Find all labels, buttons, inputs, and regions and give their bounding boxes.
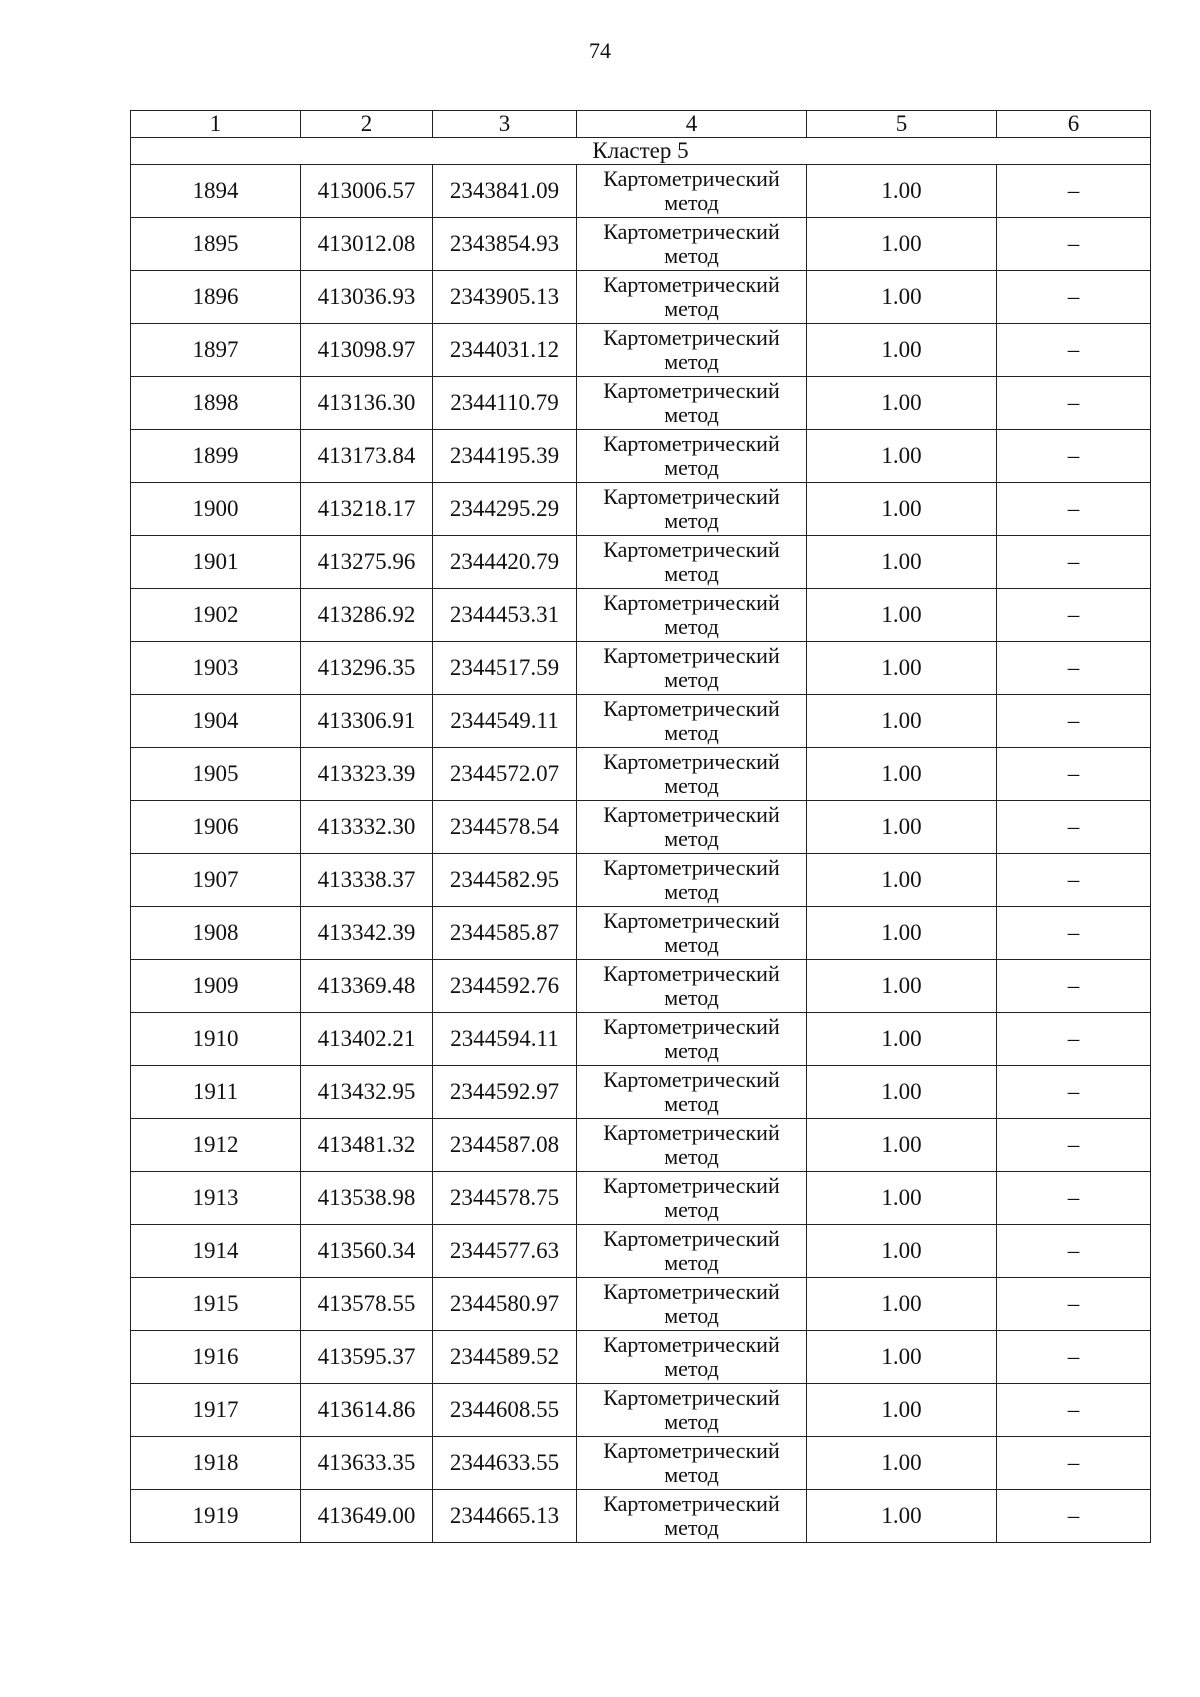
method-line1: Картометрический (603, 166, 780, 191)
accuracy-cell: 1.00 (807, 642, 997, 695)
table-row (131, 854, 1151, 907)
method-line2: метод (664, 455, 719, 480)
table-row (131, 589, 1151, 642)
x-coordinate-cell: 413560.34 (301, 1225, 433, 1278)
table-row (131, 1225, 1151, 1278)
method-line2: метод (664, 349, 719, 374)
method-line2: метод (664, 190, 719, 215)
point-number-cell: 1899 (131, 430, 301, 483)
method-cell (577, 536, 807, 589)
coordinates-table (130, 110, 1151, 1543)
y-coordinate-cell: 2343854.93 (433, 218, 577, 271)
y-coordinate-cell: 2344517.59 (433, 642, 577, 695)
method-line1: Картометрический (603, 1014, 780, 1039)
method-line2: метод (664, 1091, 719, 1116)
note-cell: – (997, 695, 1151, 748)
accuracy-cell: 1.00 (807, 960, 997, 1013)
method-line2: метод (664, 985, 719, 1010)
point-number-cell: 1907 (131, 854, 301, 907)
note-cell: – (997, 960, 1151, 1013)
method-line1: Картометрический (603, 1067, 780, 1092)
column-header: 3 (433, 111, 577, 138)
y-coordinate-cell: 2344577.63 (433, 1225, 577, 1278)
y-coordinate-cell: 2344031.12 (433, 324, 577, 377)
method-line2: метод (664, 1197, 719, 1222)
method-line1: Картометрический (603, 272, 780, 297)
note-cell: – (997, 430, 1151, 483)
table-row (131, 483, 1151, 536)
note-cell: – (997, 1490, 1151, 1543)
method-cell (577, 271, 807, 324)
method-cell (577, 1278, 807, 1331)
method-line1: Картометрический (603, 1226, 780, 1251)
y-coordinate-cell: 2344582.95 (433, 854, 577, 907)
method-line2: метод (664, 402, 719, 427)
method-cell (577, 960, 807, 1013)
method-cell (577, 324, 807, 377)
x-coordinate-cell: 413136.30 (301, 377, 433, 430)
y-coordinate-cell: 2344453.31 (433, 589, 577, 642)
x-coordinate-cell: 413036.93 (301, 271, 433, 324)
column-header: 5 (807, 111, 997, 138)
method-line1: Картометрический (603, 378, 780, 403)
method-line1: Картометрический (603, 1385, 780, 1410)
note-cell: – (997, 271, 1151, 324)
column-header: 1 (131, 111, 301, 138)
accuracy-cell: 1.00 (807, 589, 997, 642)
method-line1: Картометрический (603, 1120, 780, 1145)
accuracy-cell: 1.00 (807, 1225, 997, 1278)
accuracy-cell: 1.00 (807, 218, 997, 271)
note-cell: – (997, 1384, 1151, 1437)
accuracy-cell: 1.00 (807, 324, 997, 377)
x-coordinate-cell: 413432.95 (301, 1066, 433, 1119)
accuracy-cell: 1.00 (807, 695, 997, 748)
cluster-title: Кластер 5 (131, 138, 1151, 165)
point-number-cell: 1917 (131, 1384, 301, 1437)
method-cell (577, 854, 807, 907)
method-line2: метод (664, 614, 719, 639)
y-coordinate-cell: 2344608.55 (433, 1384, 577, 1437)
method-line2: метод (664, 932, 719, 957)
accuracy-cell: 1.00 (807, 165, 997, 218)
x-coordinate-cell: 413012.08 (301, 218, 433, 271)
method-cell (577, 1066, 807, 1119)
method-line1: Картометрический (603, 749, 780, 774)
column-header: 6 (997, 111, 1151, 138)
method-cell (577, 589, 807, 642)
x-coordinate-cell: 413649.00 (301, 1490, 433, 1543)
x-coordinate-cell: 413275.96 (301, 536, 433, 589)
method-cell (577, 1119, 807, 1172)
point-number-cell: 1896 (131, 271, 301, 324)
table-row (131, 324, 1151, 377)
note-cell: – (997, 1119, 1151, 1172)
point-number-cell: 1906 (131, 801, 301, 854)
accuracy-cell: 1.00 (807, 907, 997, 960)
x-coordinate-cell: 413538.98 (301, 1172, 433, 1225)
table-row (131, 430, 1151, 483)
method-line2: метод (664, 826, 719, 851)
table-row (131, 801, 1151, 854)
note-cell: – (997, 324, 1151, 377)
method-line2: метод (664, 296, 719, 321)
y-coordinate-cell: 2344585.87 (433, 907, 577, 960)
column-header: 4 (577, 111, 807, 138)
method-line1: Картометрический (603, 908, 780, 933)
y-coordinate-cell: 2344592.97 (433, 1066, 577, 1119)
accuracy-cell: 1.00 (807, 1013, 997, 1066)
x-coordinate-cell: 413402.21 (301, 1013, 433, 1066)
note-cell: – (997, 801, 1151, 854)
method-cell (577, 1172, 807, 1225)
x-coordinate-cell: 413578.55 (301, 1278, 433, 1331)
method-cell (577, 1331, 807, 1384)
method-cell (577, 377, 807, 430)
method-cell (577, 801, 807, 854)
method-line1: Картометрический (603, 1332, 780, 1357)
note-cell: – (997, 483, 1151, 536)
accuracy-cell: 1.00 (807, 483, 997, 536)
table-row (131, 218, 1151, 271)
method-line1: Картометрический (603, 643, 780, 668)
x-coordinate-cell: 413614.86 (301, 1384, 433, 1437)
x-coordinate-cell: 413323.39 (301, 748, 433, 801)
note-cell: – (997, 642, 1151, 695)
method-line1: Картометрический (603, 431, 780, 456)
note-cell: – (997, 589, 1151, 642)
x-coordinate-cell: 413342.39 (301, 907, 433, 960)
method-line1: Картометрический (603, 1173, 780, 1198)
point-number-cell: 1900 (131, 483, 301, 536)
method-line2: метод (664, 1303, 719, 1328)
accuracy-cell: 1.00 (807, 1331, 997, 1384)
y-coordinate-cell: 2344420.79 (433, 536, 577, 589)
method-cell (577, 1013, 807, 1066)
method-cell (577, 695, 807, 748)
x-coordinate-cell: 413306.91 (301, 695, 433, 748)
point-number-cell: 1912 (131, 1119, 301, 1172)
x-coordinate-cell: 413218.17 (301, 483, 433, 536)
method-line2: метод (664, 879, 719, 904)
point-number-cell: 1897 (131, 324, 301, 377)
method-cell (577, 483, 807, 536)
x-coordinate-cell: 413286.92 (301, 589, 433, 642)
accuracy-cell: 1.00 (807, 1066, 997, 1119)
method-line2: метод (664, 243, 719, 268)
table-row (131, 1119, 1151, 1172)
accuracy-cell: 1.00 (807, 748, 997, 801)
note-cell: – (997, 1278, 1151, 1331)
x-coordinate-cell: 413595.37 (301, 1331, 433, 1384)
y-coordinate-cell: 2344295.29 (433, 483, 577, 536)
x-coordinate-cell: 413173.84 (301, 430, 433, 483)
method-cell (577, 1437, 807, 1490)
page-number: 74 (589, 38, 611, 63)
cluster-row (131, 138, 1151, 165)
note-cell: – (997, 165, 1151, 218)
x-coordinate-cell: 413098.97 (301, 324, 433, 377)
table-row (131, 1331, 1151, 1384)
table-header-row (131, 111, 1151, 138)
point-number-cell: 1914 (131, 1225, 301, 1278)
method-cell (577, 642, 807, 695)
note-cell: – (997, 377, 1151, 430)
method-line1: Картометрический (603, 484, 780, 509)
point-number-cell: 1911 (131, 1066, 301, 1119)
point-number-cell: 1910 (131, 1013, 301, 1066)
point-number-cell: 1894 (131, 165, 301, 218)
point-number-cell: 1915 (131, 1278, 301, 1331)
method-line1: Картометрический (603, 1491, 780, 1516)
note-cell: – (997, 1172, 1151, 1225)
method-line2: метод (664, 1515, 719, 1540)
accuracy-cell: 1.00 (807, 430, 997, 483)
y-coordinate-cell: 2344572.07 (433, 748, 577, 801)
accuracy-cell: 1.00 (807, 1172, 997, 1225)
table-row (131, 1437, 1151, 1490)
method-line2: метод (664, 1409, 719, 1434)
method-line2: метод (664, 1038, 719, 1063)
point-number-cell: 1903 (131, 642, 301, 695)
note-cell: – (997, 218, 1151, 271)
method-line1: Картометрический (603, 325, 780, 350)
y-coordinate-cell: 2344665.13 (433, 1490, 577, 1543)
table-row (131, 1013, 1151, 1066)
y-coordinate-cell: 2344580.97 (433, 1278, 577, 1331)
accuracy-cell: 1.00 (807, 1119, 997, 1172)
method-line1: Картометрический (603, 855, 780, 880)
table-row (131, 907, 1151, 960)
method-cell (577, 430, 807, 483)
table-row (131, 377, 1151, 430)
method-line2: метод (664, 508, 719, 533)
y-coordinate-cell: 2344589.52 (433, 1331, 577, 1384)
method-cell (577, 907, 807, 960)
note-cell: – (997, 1225, 1151, 1278)
method-line1: Картометрический (603, 1279, 780, 1304)
method-line2: метод (664, 1462, 719, 1487)
accuracy-cell: 1.00 (807, 536, 997, 589)
table-row (131, 536, 1151, 589)
method-line1: Картометрический (603, 1438, 780, 1463)
point-number-cell: 1909 (131, 960, 301, 1013)
method-line1: Картометрический (603, 537, 780, 562)
point-number-cell: 1902 (131, 589, 301, 642)
y-coordinate-cell: 2344578.75 (433, 1172, 577, 1225)
y-coordinate-cell: 2344587.08 (433, 1119, 577, 1172)
y-coordinate-cell: 2344549.11 (433, 695, 577, 748)
method-line1: Картометрический (603, 961, 780, 986)
table-row (131, 165, 1151, 218)
method-line2: метод (664, 720, 719, 745)
accuracy-cell: 1.00 (807, 271, 997, 324)
table-row (131, 1172, 1151, 1225)
column-header: 2 (301, 111, 433, 138)
method-line1: Картометрический (603, 802, 780, 827)
note-cell: – (997, 1013, 1151, 1066)
method-line2: метод (664, 1144, 719, 1169)
x-coordinate-cell: 413338.37 (301, 854, 433, 907)
table-row (131, 1490, 1151, 1543)
table-row (131, 1278, 1151, 1331)
y-coordinate-cell: 2344195.39 (433, 430, 577, 483)
note-cell: – (997, 1066, 1151, 1119)
point-number-cell: 1919 (131, 1490, 301, 1543)
x-coordinate-cell: 413006.57 (301, 165, 433, 218)
accuracy-cell: 1.00 (807, 1490, 997, 1543)
note-cell: – (997, 1331, 1151, 1384)
accuracy-cell: 1.00 (807, 1437, 997, 1490)
point-number-cell: 1916 (131, 1331, 301, 1384)
table-row (131, 642, 1151, 695)
point-number-cell: 1913 (131, 1172, 301, 1225)
table-row (131, 960, 1151, 1013)
point-number-cell: 1918 (131, 1437, 301, 1490)
accuracy-cell: 1.00 (807, 801, 997, 854)
y-coordinate-cell: 2344110.79 (433, 377, 577, 430)
method-cell (577, 218, 807, 271)
table-body (131, 138, 1151, 1543)
y-coordinate-cell: 2344578.54 (433, 801, 577, 854)
x-coordinate-cell: 413633.35 (301, 1437, 433, 1490)
method-cell (577, 1225, 807, 1278)
accuracy-cell: 1.00 (807, 1278, 997, 1331)
method-line1: Картометрический (603, 219, 780, 244)
x-coordinate-cell: 413369.48 (301, 960, 433, 1013)
method-line2: метод (664, 1250, 719, 1275)
method-cell (577, 165, 807, 218)
accuracy-cell: 1.00 (807, 377, 997, 430)
note-cell: – (997, 1437, 1151, 1490)
note-cell: – (997, 748, 1151, 801)
point-number-cell: 1895 (131, 218, 301, 271)
point-number-cell: 1904 (131, 695, 301, 748)
point-number-cell: 1901 (131, 536, 301, 589)
y-coordinate-cell: 2344594.11 (433, 1013, 577, 1066)
note-cell: – (997, 907, 1151, 960)
note-cell: – (997, 854, 1151, 907)
accuracy-cell: 1.00 (807, 1384, 997, 1437)
point-number-cell: 1898 (131, 377, 301, 430)
y-coordinate-cell: 2343841.09 (433, 165, 577, 218)
method-line2: метод (664, 561, 719, 586)
method-line2: метод (664, 667, 719, 692)
method-cell (577, 748, 807, 801)
method-cell (577, 1384, 807, 1437)
table-row (131, 695, 1151, 748)
point-number-cell: 1905 (131, 748, 301, 801)
method-line1: Картометрический (603, 696, 780, 721)
y-coordinate-cell: 2344592.76 (433, 960, 577, 1013)
x-coordinate-cell: 413296.35 (301, 642, 433, 695)
y-coordinate-cell: 2343905.13 (433, 271, 577, 324)
x-coordinate-cell: 413332.30 (301, 801, 433, 854)
table-row (131, 271, 1151, 324)
method-line2: метод (664, 773, 719, 798)
method-line2: метод (664, 1356, 719, 1381)
note-cell: – (997, 536, 1151, 589)
table-row (131, 1384, 1151, 1437)
table-row (131, 748, 1151, 801)
method-line1: Картометрический (603, 590, 780, 615)
accuracy-cell: 1.00 (807, 854, 997, 907)
method-cell (577, 1490, 807, 1543)
x-coordinate-cell: 413481.32 (301, 1119, 433, 1172)
point-number-cell: 1908 (131, 907, 301, 960)
table-row (131, 1066, 1151, 1119)
y-coordinate-cell: 2344633.55 (433, 1437, 577, 1490)
